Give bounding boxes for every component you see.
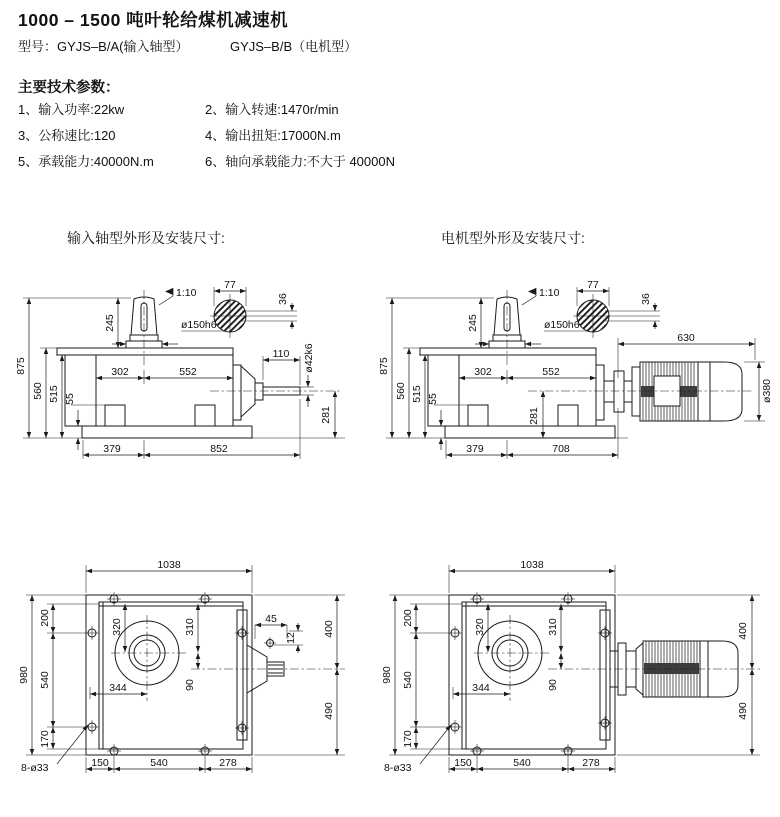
- drawing-motor-type-plan-view: [378, 553, 780, 817]
- dim-379: 379: [466, 443, 484, 455]
- dim-515: 515: [48, 385, 60, 403]
- param-output-torque: 4、输出扭矩:17000N.m: [205, 128, 341, 143]
- dim-552: 552: [542, 366, 560, 378]
- motor-fins: [641, 362, 697, 421]
- model-number-input-type: 型号：GYJS–B/A(输入轴型）: [18, 39, 189, 54]
- dim-245: 245: [104, 314, 116, 332]
- dim-320: 320: [111, 618, 123, 636]
- dim-diameter-150h6: ø150h6: [544, 319, 580, 331]
- dim-55: 55: [427, 393, 439, 405]
- dim-diameter-150h6: ø150h6: [181, 319, 217, 331]
- dim-1038: 1038: [157, 559, 181, 571]
- dim-310: 310: [184, 618, 196, 636]
- dim-875: 875: [378, 357, 390, 375]
- dim-344: 344: [109, 682, 127, 694]
- dim-110: 110: [272, 348, 290, 360]
- dim-diameter-42k6: ø42k6: [303, 343, 315, 373]
- model-number-motor-type: GYJS–B/B（电机型）: [230, 39, 358, 54]
- dim-490: 490: [323, 702, 335, 720]
- dim-552: 552: [179, 366, 197, 378]
- dim-200: 200: [39, 609, 51, 627]
- dim-400: 400: [323, 620, 335, 638]
- dim-379: 379: [103, 443, 121, 455]
- dim-540b: 540: [150, 757, 168, 769]
- dim-bolt-holes: 8-ø33: [21, 762, 49, 774]
- dim-55: 55: [64, 393, 76, 405]
- dim-708: 708: [552, 443, 570, 455]
- dim-630: 630: [677, 332, 695, 344]
- dim-77: 77: [587, 279, 599, 291]
- dim-344: 344: [472, 682, 490, 694]
- dim-278: 278: [219, 757, 237, 769]
- dim-875: 875: [15, 357, 27, 375]
- dim-310: 310: [547, 618, 559, 636]
- dim-302: 302: [111, 366, 129, 378]
- drawing-motor-type-side-view: [378, 278, 780, 478]
- page-title: 1000 – 1500 吨叶轮给煤机减速机: [18, 10, 289, 30]
- param-ratio: 3、公称速比:120: [18, 128, 116, 143]
- dim-12: 12: [285, 632, 297, 644]
- dim-320: 320: [474, 618, 486, 636]
- dim-245: 245: [467, 314, 479, 332]
- dim-852: 852: [210, 443, 228, 455]
- dim-980: 980: [381, 666, 393, 684]
- dim-taper: 1:10: [539, 287, 560, 299]
- dim-490: 490: [737, 702, 749, 720]
- dim-200: 200: [402, 609, 414, 627]
- param-axial-load: 6、轴向承载能力:不大于 40000N: [205, 154, 395, 169]
- dim-bolt-holes: 8-ø33: [384, 762, 412, 774]
- dim-150: 150: [454, 757, 472, 769]
- fin-shading-band: [644, 663, 699, 674]
- tech-params-list: [18, 99, 395, 170]
- bolt-holes: [448, 592, 612, 758]
- dimension-lines: [386, 287, 765, 459]
- dim-278: 278: [582, 757, 600, 769]
- dim-281: 281: [320, 406, 332, 424]
- dim-36: 36: [640, 293, 652, 305]
- param-load-capacity: 5、承载能力:40000N.m: [18, 154, 154, 169]
- dim-diameter-380: ø380: [761, 379, 773, 403]
- dim-980: 980: [18, 666, 30, 684]
- dim-540: 540: [39, 671, 51, 689]
- dim-560: 560: [395, 382, 407, 400]
- dim-77: 77: [224, 279, 236, 291]
- section-label-motor-type: 电机型外形及安装尺寸:: [441, 230, 585, 246]
- dim-540b: 540: [513, 757, 531, 769]
- section-label-input-type: 输入轴型外形及安装尺寸:: [67, 230, 225, 246]
- drawing-input-type-plan-view: [15, 553, 375, 817]
- input-shaft-assembly: [233, 365, 300, 420]
- dim-281: 281: [528, 407, 540, 425]
- dim-400: 400: [737, 622, 749, 640]
- param-input-speed: 2、输入转速:1470r/min: [205, 102, 339, 117]
- dim-540: 540: [402, 671, 414, 689]
- dim-150: 150: [91, 757, 109, 769]
- dim-36: 36: [277, 293, 289, 305]
- param-input-power: 1、输入功率:22kw: [18, 102, 125, 117]
- dim-560: 560: [32, 382, 44, 400]
- dim-90: 90: [184, 679, 196, 691]
- drawing-input-type-side-view: [15, 278, 365, 478]
- dim-170: 170: [402, 730, 414, 748]
- dim-45: 45: [265, 613, 277, 625]
- dim-1038: 1038: [520, 559, 544, 571]
- dim-90: 90: [547, 679, 559, 691]
- motor-plan: [600, 610, 738, 740]
- dim-taper: 1:10: [176, 287, 197, 299]
- dim-170: 170: [39, 730, 51, 748]
- tech-params-heading: 主要技术参数：: [18, 80, 120, 96]
- dim-515: 515: [411, 385, 423, 403]
- dim-302: 302: [474, 366, 492, 378]
